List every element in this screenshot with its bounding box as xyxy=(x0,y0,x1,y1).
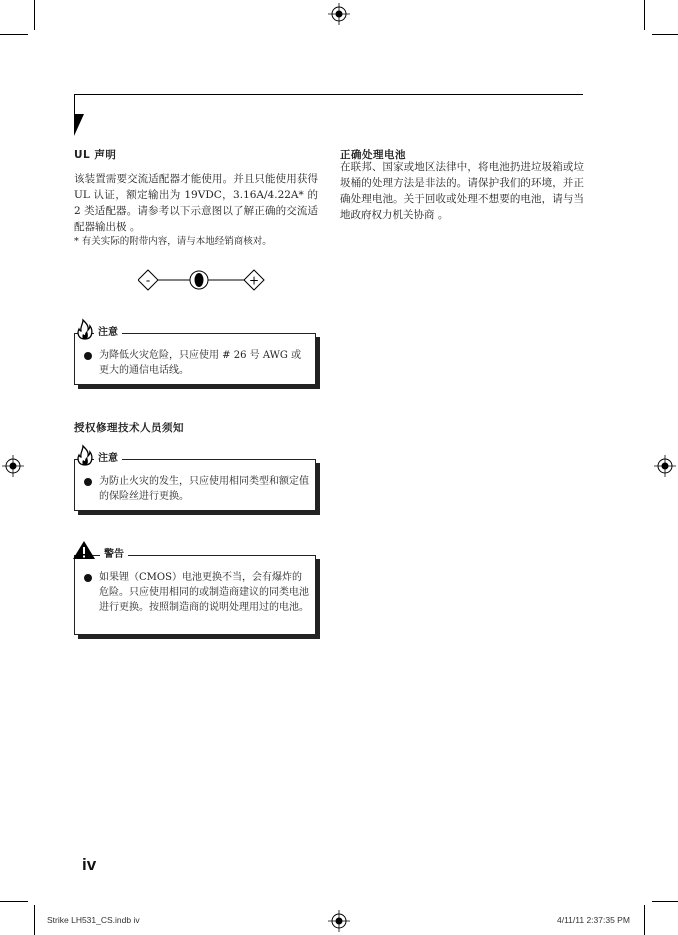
footer-filename: Strike LH531_CS.indb iv xyxy=(47,915,140,925)
warning-title: 警告 xyxy=(100,545,128,560)
header-vertical-rule xyxy=(74,94,75,116)
crop-mark xyxy=(0,34,28,35)
bullet-icon xyxy=(84,574,92,582)
caution-title: 注意 xyxy=(94,323,122,338)
caution-title: 注意 xyxy=(94,449,122,464)
crop-mark xyxy=(34,905,35,935)
header-rule xyxy=(74,94,583,95)
auth-repair-heading: 授权修理技术人员须知 xyxy=(74,422,184,434)
caution-text: 为降低火灾危险，只应使用 # 26 号 AWG 或更大的通信电话线。 xyxy=(99,350,302,376)
crop-mark xyxy=(644,0,645,30)
registration-mark-icon xyxy=(328,910,350,932)
bullet-icon xyxy=(84,352,92,360)
caution-text: 为防止火灾的发生，只应使用相同类型和额定值的保险丝进行更换。 xyxy=(99,476,309,502)
plus-label: + xyxy=(248,273,260,288)
battery-paragraph: 在联邦、国家或地区法律中，将电池扔进垃圾箱或垃圾桶的处理方法是非法的。请保护我们的环境，并正确处理电池。关于回收或处理不想要的电池，请与当地政府权力机关协商 。 xyxy=(340,161,584,221)
ul-paragraph: 该装置需要交流适配器才能使用。并且只能使用获得 UL 认证，额定输出为 19VDC，3.16A/4.22A* 的 2 类适配器。请参考以下示意图以了解正确的交流适配器输出极 。 xyxy=(74,173,318,233)
battery-heading: 正确处理电池 xyxy=(340,149,406,161)
fire-caution-icon xyxy=(74,444,96,466)
crop-mark xyxy=(0,901,28,902)
ul-heading: UL 声明 xyxy=(74,149,117,161)
bullet-icon xyxy=(84,478,92,486)
registration-mark-icon xyxy=(654,455,676,477)
registration-mark-icon xyxy=(328,3,350,25)
crop-mark xyxy=(644,905,645,935)
header-tab-marker xyxy=(74,114,84,136)
warning-text: 如果锂（CMOS）电池更换不当，会有爆炸的危险。只应使用相同的或制造商建议的同类电池进行更换。按照制造商的说明处理用过的电池。 xyxy=(99,572,309,613)
minus-label: - xyxy=(145,273,151,288)
ul-footnote: * 有关实际的附带内容，请与本地经销商核对。 xyxy=(74,236,272,247)
page-number: iv xyxy=(82,855,97,874)
warning-triangle-icon xyxy=(72,540,96,560)
fire-caution-icon xyxy=(74,318,96,340)
polarity-diagram xyxy=(138,266,266,294)
crop-mark xyxy=(34,0,35,30)
crop-mark xyxy=(652,34,678,35)
footer-datetime: 4/11/11 2:37:35 PM xyxy=(557,915,630,925)
crop-mark xyxy=(652,901,678,902)
registration-mark-icon xyxy=(2,455,24,477)
